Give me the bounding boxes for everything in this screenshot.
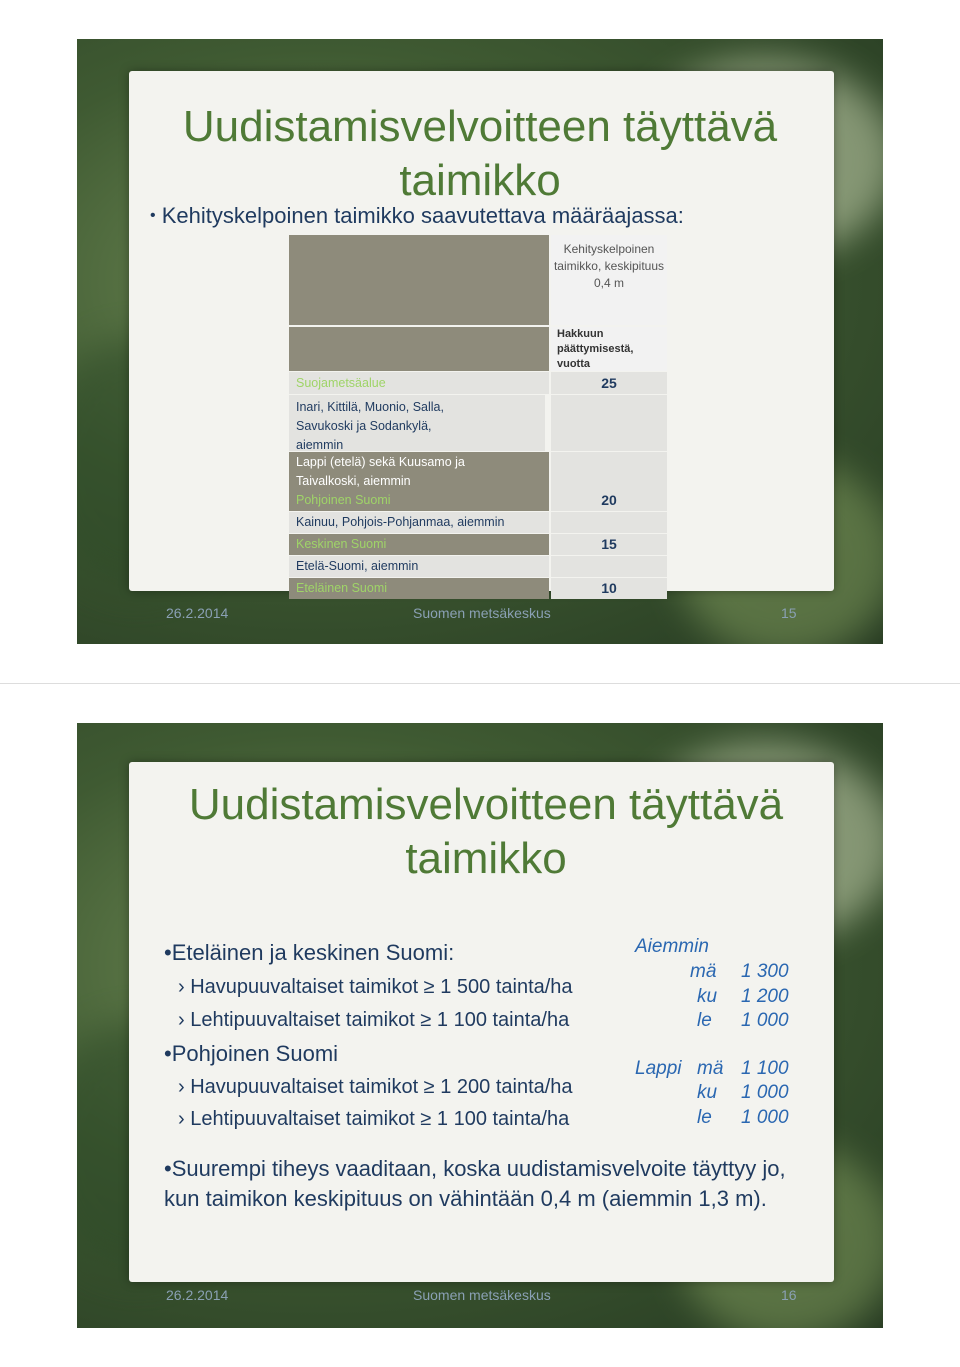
title-line-1: Uudistamisvelvoitteen täyttävä <box>188 780 784 829</box>
sub-bullet <box>178 1009 569 1032</box>
slide-15-title <box>0 100 960 208</box>
row-value: 15 <box>551 534 667 555</box>
side-ma2: mä <box>697 1058 724 1079</box>
row-label: Keskinen Suomi <box>289 534 549 555</box>
side-le: le <box>697 1010 712 1031</box>
slide-15-footer-org: Suomen metsäkeskus <box>413 605 551 621</box>
title-line-1: Uudistamisvelvoitteen täyttävä <box>182 102 778 151</box>
slide-16-title <box>0 778 960 886</box>
table-row <box>289 372 667 394</box>
side-v1: 1 300 <box>741 961 789 982</box>
subheader-empty-cell <box>289 327 549 371</box>
table-row <box>289 556 667 577</box>
bullet-south-text: Eteläinen ja keskinen Suomi: <box>171 940 455 965</box>
side-le2: le <box>697 1107 712 1128</box>
side-ku2: ku <box>697 1082 718 1103</box>
side-v5: 1 000 <box>741 1082 789 1103</box>
chevron-right-icon: › <box>178 976 185 998</box>
row-label: Suojametsäalue <box>289 372 549 394</box>
table-row <box>289 534 667 555</box>
subheader-right-text: Hakkuun päättymisestä, vuotta <box>557 328 634 370</box>
bullet-north-text: Pohjoinen Suomi <box>171 1041 339 1066</box>
chevron-right-icon: › <box>178 1076 185 1098</box>
side-ma: mä <box>690 961 717 982</box>
bullet-dot-icon: • <box>150 207 156 224</box>
table-row <box>289 452 667 492</box>
page-divider <box>0 683 960 684</box>
chevron-right-icon: › <box>178 1108 185 1130</box>
bottom-bullet: •Suurempi tiheys vaaditaan, koska uudistamisvelvoite täyttyy jo, kun taimikon keskipituus on vähintään 0,4 m (aiemmin 1,3 m). <box>164 1156 786 1211</box>
sub-bullet-text: Lehtipuuvaltaiset taimikot ≥ 1 100 tainta/ha <box>190 1009 570 1031</box>
side-v3: 1 000 <box>741 1010 789 1031</box>
row-label: Kainuu, Pohjois-Pohjanmaa, aiemmin <box>289 512 549 533</box>
table-row <box>289 490 667 511</box>
slide-16-footer-date: 26.2.2014 <box>166 1287 229 1303</box>
slide-15-page-number: 15 <box>781 605 797 621</box>
bullet-north: •Pohjoinen Suomi <box>164 1041 339 1066</box>
row-label: Eteläinen Suomi <box>289 578 549 599</box>
table-row <box>289 578 667 599</box>
row-value: 25 <box>551 372 667 394</box>
table-row <box>289 395 667 451</box>
row-value <box>551 556 667 577</box>
header-empty-cell <box>289 235 549 325</box>
sub-bullet <box>178 976 573 999</box>
row-label: Pohjoinen Suomi <box>289 490 549 511</box>
row-label: Lappi (etelä) sekä Kuusamo ja Taivalkoski, aiemmin <box>289 452 549 492</box>
row-value: 20 <box>551 490 667 511</box>
slide-15-footer-date: 26.2.2014 <box>166 605 229 621</box>
header-right-cell <box>551 235 667 325</box>
side-ku: ku <box>697 986 718 1007</box>
bottom-bullet-text: Suurempi tiheys vaaditaan, koska uudistamisvelvoite täyttyy jo, kun taimikon keskipituus on vähintään 0,4 m (aiemmin 1,3 m). <box>164 1156 786 1211</box>
title-line-2: taimikko <box>399 156 561 205</box>
sub-bullet <box>178 1076 573 1099</box>
side-v4: 1 100 <box>741 1058 789 1079</box>
row-value <box>551 452 667 492</box>
side-v6: 1 000 <box>741 1107 789 1128</box>
row-label: Etelä-Suomi, aiemmin <box>289 556 549 577</box>
row-value <box>551 512 667 533</box>
sub-bullet <box>178 1108 569 1131</box>
side-v2: 1 200 <box>741 986 789 1007</box>
subheader-right-cell <box>551 327 667 371</box>
table-header-top <box>289 235 667 325</box>
sub-bullet-text: Lehtipuuvaltaiset taimikot ≥ 1 100 tainta/ha <box>190 1108 570 1130</box>
bullet-south: •Eteläinen ja keskinen Suomi: <box>164 940 455 965</box>
table-row <box>289 512 667 533</box>
side-lappi: Lappi <box>635 1058 682 1079</box>
row-value <box>551 395 667 451</box>
side-aiemmin: Aiemmin <box>635 936 709 957</box>
slide-15-bullet <box>150 203 684 229</box>
bullet-text: Kehityskelpoinen taimikko saavutettava määräajassa: <box>161 203 684 228</box>
sub-bullet-text: Havupuuvaltaiset taimikot ≥ 1 500 tainta/ha <box>190 976 573 998</box>
slide-16-page-number: 16 <box>781 1287 797 1303</box>
table-header-sub <box>289 327 667 371</box>
header-right-text: Kehityskelpoinen taimikko, keskipituus 0,4 m <box>553 242 665 290</box>
slide-16-footer-org: Suomen metsäkeskus <box>413 1287 551 1303</box>
row-label: Inari, Kittilä, Muonio, Salla, Savukoski ja Sodankylä, aiemmin <box>289 395 545 451</box>
title-line-2: taimikko <box>405 834 567 883</box>
chevron-right-icon: › <box>178 1009 185 1031</box>
sub-bullet-text: Havupuuvaltaiset taimikot ≥ 1 200 tainta/ha <box>190 1076 573 1098</box>
row-value: 10 <box>551 578 667 599</box>
